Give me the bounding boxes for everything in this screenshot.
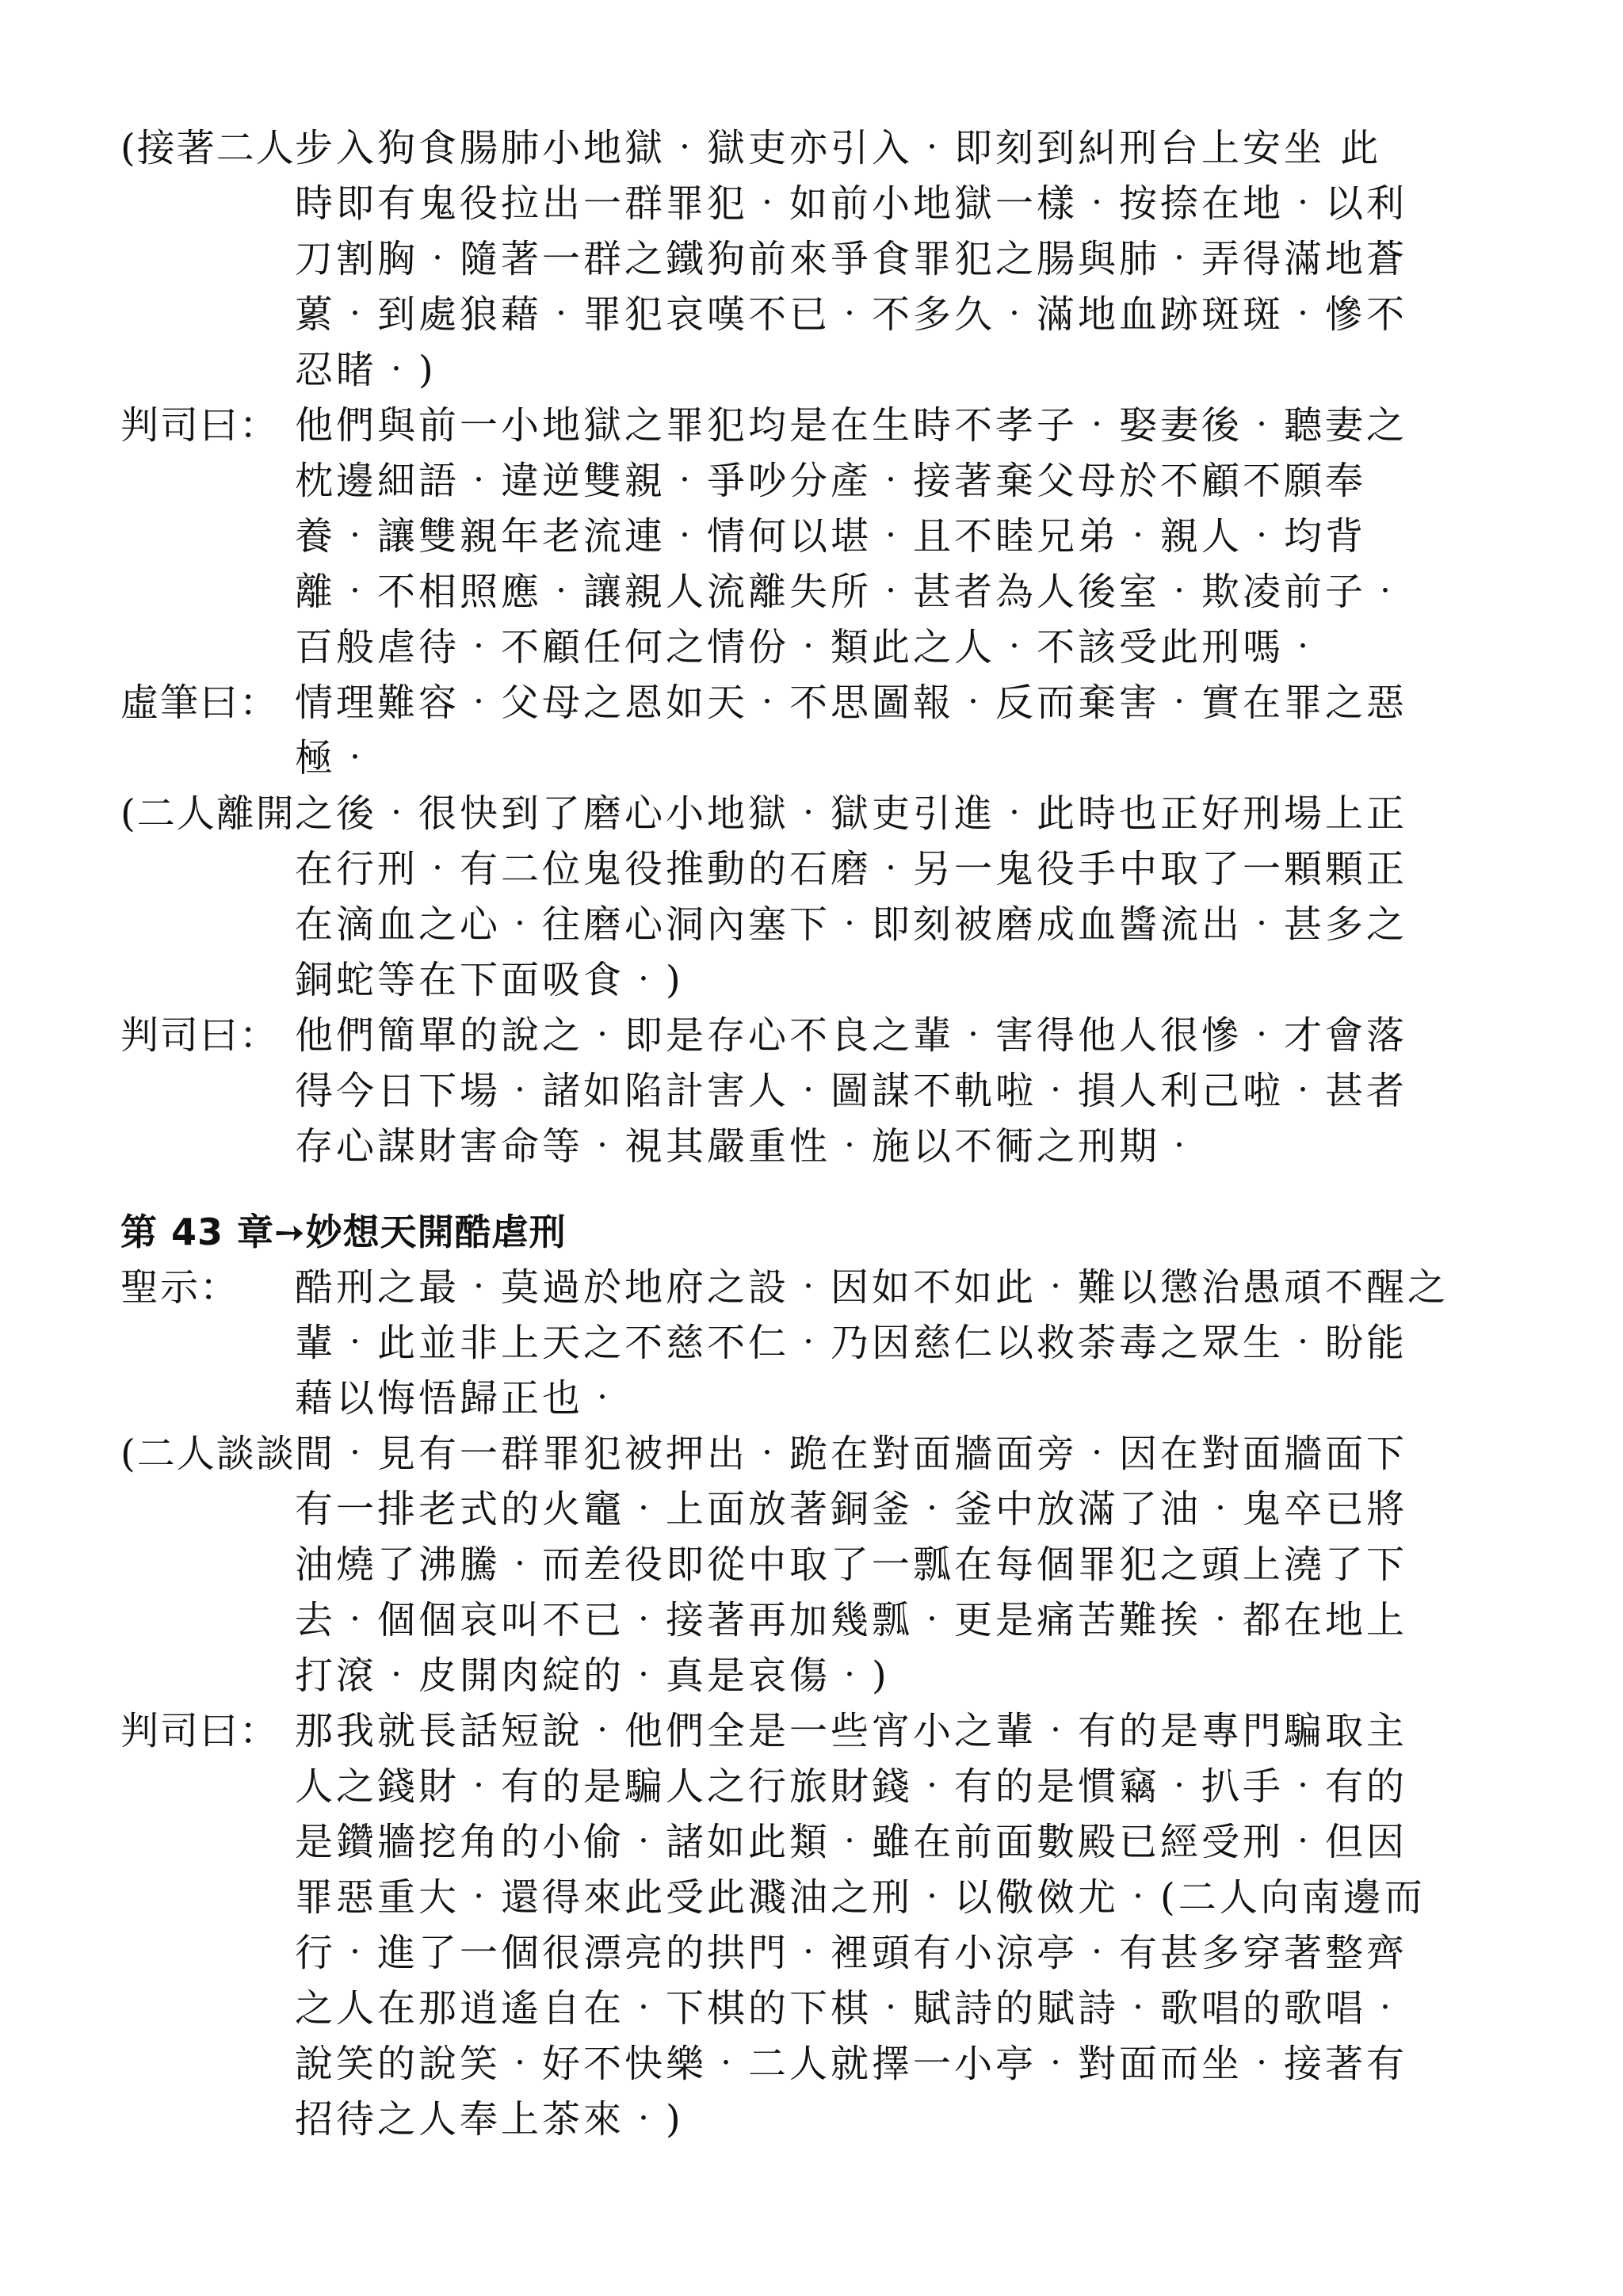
dialogue-paragraph <box>120 786 1515 1008</box>
speaker-label: 判司曰： <box>120 403 280 448</box>
paragraph-body <box>295 1426 1515 1703</box>
text-line: 養‧讓雙親年老流連‧情何以堪‧且不睦兄弟‧親人‧均背 <box>295 514 1367 559</box>
text-line: 情理難容‧父母之恩如天‧不思圖報‧反而棄害‧實在罪之惡 <box>295 681 1408 725</box>
text-line: 油燒了沸騰‧而差役即從中取了一瓢在每個罪犯之頭上澆了下 <box>295 1543 1408 1587</box>
text-line: 極‧ <box>295 736 378 780</box>
dialogue-paragraph <box>120 675 1515 786</box>
section-chapter-43 <box>120 1260 1515 2147</box>
text-line: 打滾‧皮開肉綻的‧真是哀傷‧) <box>295 1653 890 1698</box>
text-line: 藉以悔悟歸正也‧ <box>295 1376 625 1421</box>
text-line: 步入狗食腸肺小地獄‧獄吏亦引入‧即刻到糾刑台上安坐 此 <box>295 126 1382 170</box>
speaker-label: (接著二人 <box>120 126 296 170</box>
text-line: 酷刑之最‧莫過於地府之設‧因如不如此‧難以懲治愚頑不醒之 <box>295 1265 1449 1310</box>
text-line: 忍睹‧) <box>295 348 437 392</box>
text-line: 招待之人奉上茶來‧) <box>295 2097 684 2142</box>
text-line: 銅蛇等在下面吸食‧) <box>295 958 684 1002</box>
text-line: 罪惡重大‧還得來此受此濺油之刑‧以儆傚尤‧(二人向南邊而 <box>295 1875 1426 1920</box>
text-line: 時即有鬼役拉出一群罪犯‧如前小地獄一樣‧按捺在地‧以利 <box>295 181 1408 226</box>
text-line: 說笑的說笑‧好不快樂‧二人就擇一小亭‧對面而坐‧接著有 <box>295 2042 1408 2086</box>
speaker-label: 判司曰： <box>120 1013 280 1058</box>
text-line: 人之錢財‧有的是騙人之行旅財錢‧有的是慣竊‧扒手‧有的 <box>295 1764 1408 1809</box>
chapter-heading: 第 43 章➙妙想天開酷虐刑 <box>120 1211 567 1253</box>
speaker-label: 聖示： <box>120 1265 240 1310</box>
text-line: 刀割胸‧隨著一群之鐵狗前來爭食罪犯之腸與肺‧弄得滿地蒼 <box>295 237 1408 281</box>
paragraph-body <box>295 398 1515 675</box>
section-before-chapter <box>120 120 1515 1174</box>
speaker-label: (二人談談 <box>120 1432 296 1476</box>
paragraph-body <box>295 1260 1515 1426</box>
text-line: 之人在那逍遙自在‧下棋的下棋‧賦詩的賦詩‧歌唱的歌唱‧ <box>295 1986 1408 2031</box>
paragraph-body <box>295 786 1515 1008</box>
text-line: 他們與前一小地獄之罪犯均是在生時不孝子‧娶妻後‧聽妻之 <box>295 403 1408 448</box>
speaker-label: 判司曰： <box>120 1709 280 1753</box>
text-line: 間‧見有一群罪犯被押出‧跪在對面牆面旁‧因在對面牆面下 <box>295 1432 1408 1476</box>
dialogue-paragraph <box>120 1008 1515 1174</box>
text-line: 枕邊細語‧違逆雙親‧爭吵分產‧接著棄父母於不顧不願奉 <box>295 459 1367 503</box>
text-line: 在滴血之心‧往磨心洞內塞下‧即刻被磨成血醬流出‧甚多之 <box>295 902 1408 947</box>
dialogue-paragraph <box>120 1703 1515 2147</box>
dialogue-paragraph <box>120 1260 1515 1426</box>
dialogue-paragraph <box>120 120 1515 398</box>
text-line: 他們簡單的說之‧即是存心不良之輩‧害得他人很慘‧才會落 <box>295 1013 1408 1058</box>
text-line: 離‧不相照應‧讓親人流離失所‧甚者為人後室‧欺凌前子‧ <box>295 570 1408 614</box>
speaker-label: (二人離開 <box>120 791 296 836</box>
text-line: 輩‧此並非上天之不慈不仁‧乃因慈仁以救荼毒之眾生‧盼能 <box>295 1321 1408 1365</box>
paragraph-body <box>295 1008 1515 1174</box>
dialogue-paragraph <box>120 1426 1515 1703</box>
paragraph-body <box>295 675 1515 786</box>
document-page <box>120 120 1515 2147</box>
paragraph-body <box>295 1703 1515 2147</box>
text-line: 去‧個個哀叫不已‧接著再加幾瓢‧更是痛苦難挨‧都在地上 <box>295 1598 1408 1642</box>
text-line: 在行刑‧有二位鬼役推動的石磨‧另一鬼役手中取了一顆顆正 <box>295 847 1408 891</box>
text-line: 行‧進了一個很漂亮的拱門‧裡頭有小涼亭‧有甚多穿著整齊 <box>295 1931 1408 1975</box>
text-line: 得今日下場‧諸如陷計害人‧圖謀不軌啦‧損人利己啦‧甚者 <box>295 1069 1408 1113</box>
paragraph-body <box>295 120 1515 398</box>
speaker-label: 虛筆曰： <box>120 681 280 725</box>
text-line: 之後‧很快到了磨心小地獄‧獄吏引進‧此時也正好刑場上正 <box>295 791 1408 836</box>
text-line: 是鑽牆挖角的小偷‧諸如此類‧雖在前面數殿已經受刑‧但因 <box>295 1820 1408 1864</box>
text-line: 有一排老式的火竈‧上面放著銅釜‧釜中放滿了油‧鬼卒已將 <box>295 1487 1408 1531</box>
text-line: 存心謀財害命等‧視其嚴重性‧施以不衕之刑期‧ <box>295 1124 1202 1169</box>
text-line: 百般虐待‧不顧任何之情份‧類此之人‧不該受此刑嗎‧ <box>295 625 1326 669</box>
dialogue-paragraph <box>120 398 1515 675</box>
text-line: 那我就長話短說‧他們全是一些宵小之輩‧有的是專門騙取主 <box>295 1709 1408 1753</box>
text-line: 蔂‧到處狼藉‧罪犯哀嘆不已‧不多久‧滿地血跡斑斑‧慘不 <box>295 292 1408 337</box>
